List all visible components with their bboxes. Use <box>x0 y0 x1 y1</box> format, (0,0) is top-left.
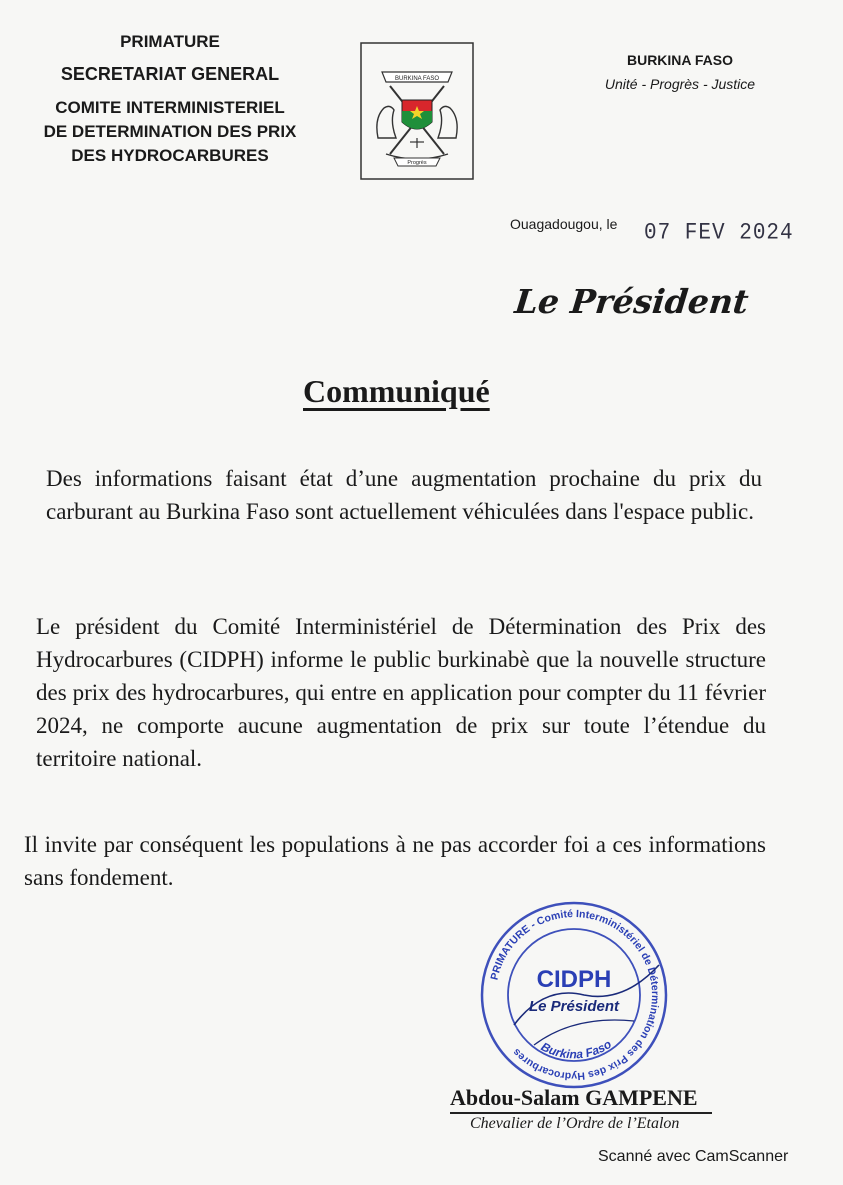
paragraph-2: Le président du Comité Interministériel de Détermination des Prix des Hydrocarbures (CIDPH) informe le public burkinabè que la nouvelle structure des prix des hydrocarbures, qui entre en application pour compter du 11 février 2024, ne comporte aucune augmentation de prix sur toute l’étendue du territoire national. <box>36 614 766 771</box>
signatory-distinction: Chevalier de l’Ordre de l’Etalon <box>470 1115 680 1132</box>
paragraph-1: Des informations faisant état d’une augmentation prochaine du prix du carburant au Burkina Faso sont actuellement véhiculées dans l'espace public. <box>46 466 762 524</box>
emblem-banner-top: BURKINA FASO <box>394 76 440 82</box>
seal-bottom-text: Burkina Faso <box>538 1036 614 1062</box>
signature-underline <box>450 1112 712 1114</box>
document-title: Communiqué <box>303 373 490 409</box>
header-primature: PRIMATURE <box>120 32 220 51</box>
president-heading: Le Président <box>512 282 751 321</box>
national-motto: Unité - Progrès - Justice <box>604 76 756 92</box>
seal-ring-text: PRIMATURE - Comité Interministériel de Détermination des Prix des Hydrocarbures <box>488 907 662 1083</box>
coat-of-arms-icon <box>360 42 474 180</box>
country-name: BURKINA FASO <box>626 52 734 68</box>
paragraph-3: Il invite par conséquent les populations à ne pas accorder foi a ces informations sans fondement. <box>24 832 766 890</box>
issuing-authority-header <box>20 30 320 168</box>
country-header <box>590 52 770 92</box>
date-label: Ouagadougou, le <box>510 216 618 232</box>
header-committee-line2: DE DETERMINATION DES PRIX <box>43 122 297 141</box>
header-committee-line3: DES HYDROCARBURES <box>71 146 269 165</box>
scanner-watermark: Scanné avec CamScanner <box>598 1148 789 1165</box>
seal-center-text: CIDPH <box>536 966 612 993</box>
date-stamp: 07 FEV 2024 <box>644 220 794 247</box>
emblem-banner-bottom: Progrès <box>407 160 427 166</box>
official-seal-icon <box>474 895 674 1095</box>
signatory-name: Abdou-Salam GAMPENE <box>450 1085 698 1110</box>
header-committee-line1: COMITE INTERMINISTERIEL <box>55 98 285 117</box>
seal-role-text: Le Président <box>528 998 620 1015</box>
header-secretariat: SECRETARIAT GENERAL <box>60 64 280 84</box>
